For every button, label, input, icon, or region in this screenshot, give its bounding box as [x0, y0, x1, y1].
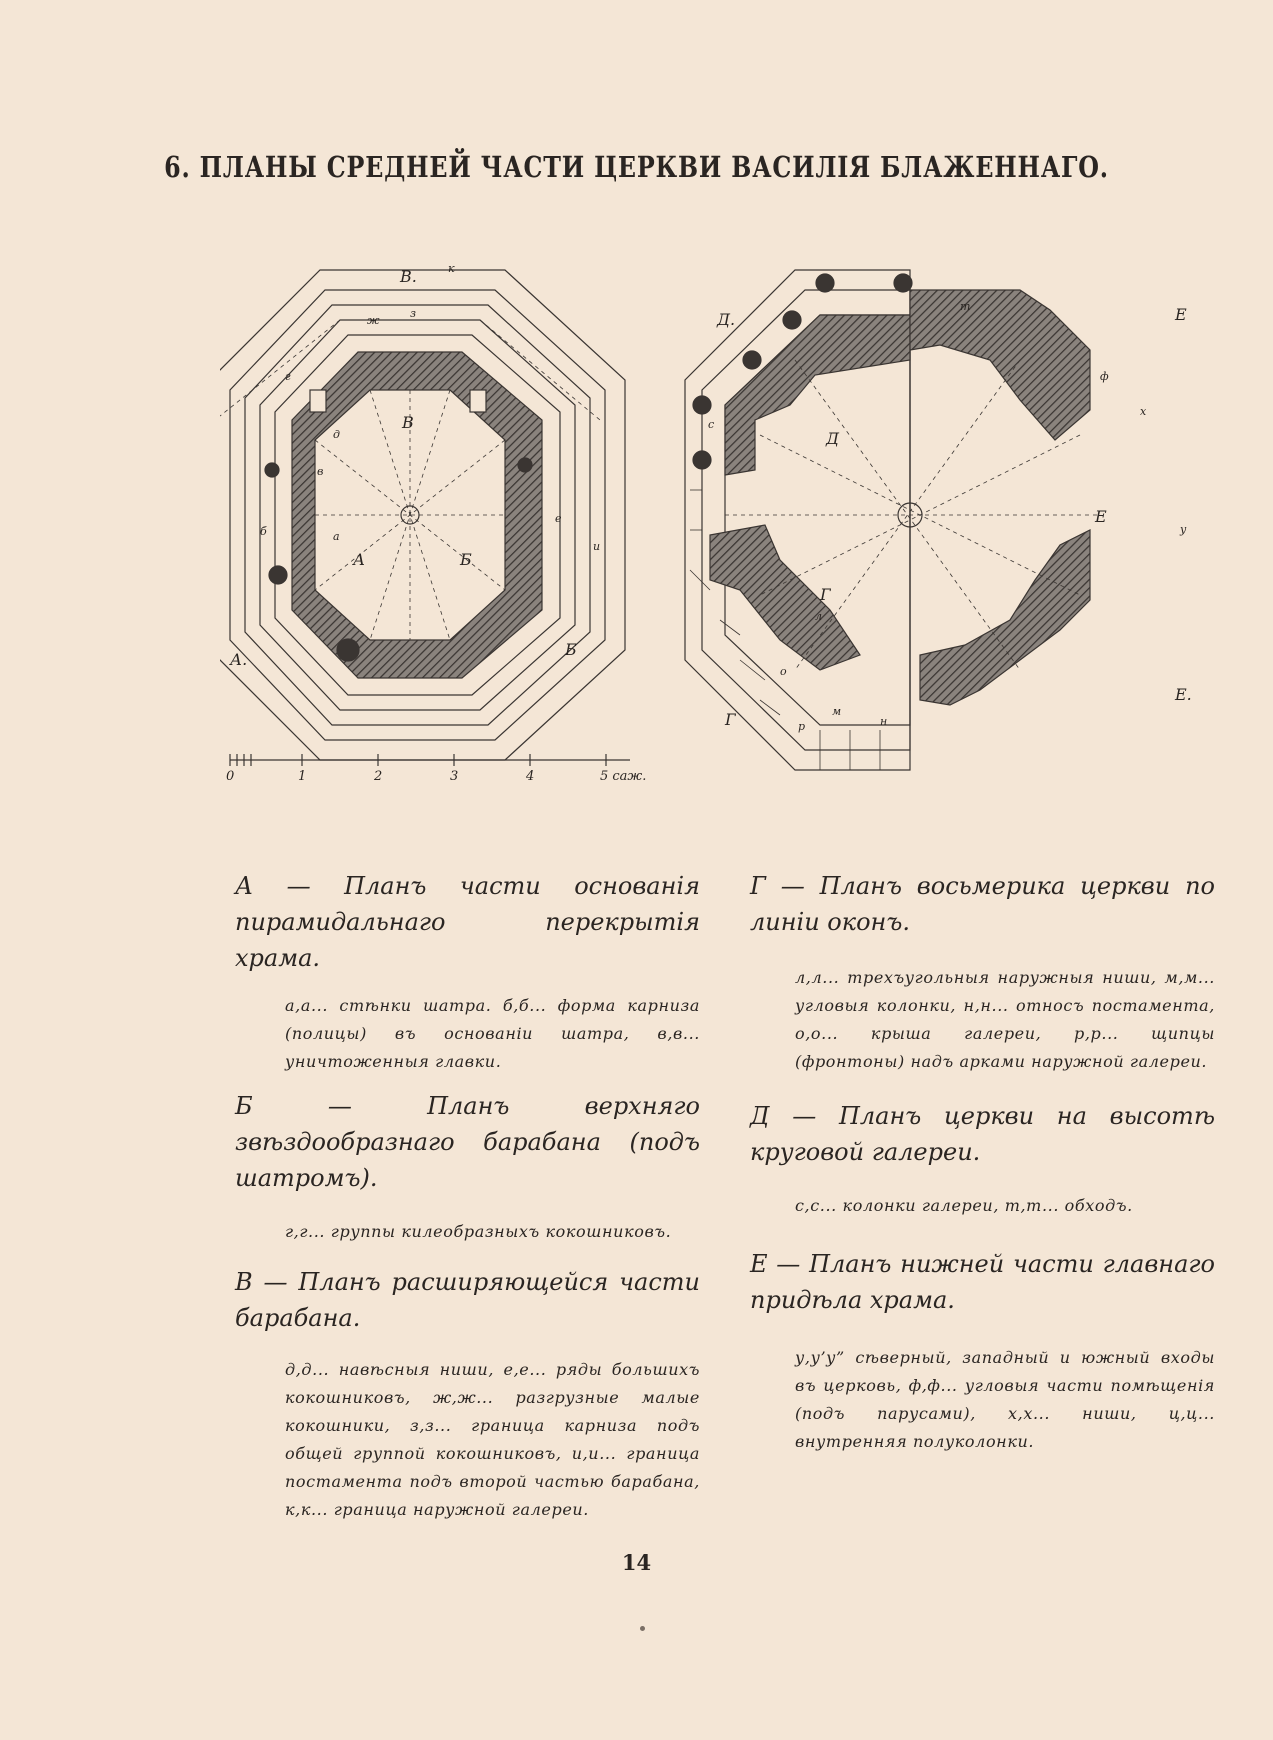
label-b: б — [260, 525, 267, 538]
scale-tick-1: 1 — [298, 769, 307, 784]
label-u: у — [1180, 523, 1187, 536]
label-D: Д. — [717, 310, 736, 329]
caption-A-heading: А — Планъ части основанія пирамидальнаго перекрытія храма. — [235, 872, 700, 972]
right-plan — [685, 270, 1100, 770]
label-E-bottom: Е. — [1175, 685, 1192, 704]
label-m: м — [832, 705, 842, 718]
caption-E-heading: Е — Планъ нижней части главнаго придѣла храма. — [750, 1250, 1215, 1314]
label-n: н — [880, 715, 888, 728]
page-title: 6. ПЛАНЫ СРЕДНЕЙ ЧАСТИ ЦЕРКВИ ВАСИЛІЯ БЛАЖЕННАГО. — [164, 150, 1109, 184]
label-v: в — [317, 465, 324, 478]
label-B-inner: Б — [460, 550, 472, 569]
caption-E-note: у,у’у” сѣверный, западный и южный входы въ церковь, ф,ф... угловыя части помѣщенія (подъ парусами), х,х... ниши, ц,ц... внутренняя полуколонки. — [795, 1348, 1215, 1451]
label-r: р — [798, 720, 806, 733]
scale-tick-0: 0 — [226, 769, 235, 784]
scale-tick-4: 4 — [526, 769, 535, 784]
captions-right-column — [750, 868, 1215, 1456]
label-D-inner: Д — [826, 429, 840, 448]
caption-B-note: г,г... группы килеобразныхъ кокошниковъ. — [285, 1222, 672, 1241]
label-t: т — [960, 300, 971, 313]
caption-G-note: л,л... трехъугольныя наружныя ниши, м,м... угловыя колонки, н,н... относъ постамента, о,о... крыша галереи, р,р... щипцы (фронтоны) надъ арками наружной галереи. — [795, 968, 1215, 1071]
label-A-inner: А — [353, 550, 366, 569]
scale-tick-2: 2 — [374, 769, 383, 784]
caption-D-note: с,с... колонки галереи, т,т... обходъ. — [795, 1196, 1133, 1215]
label-V-inner: В — [402, 413, 414, 432]
label-E-top: Е — [1175, 305, 1187, 324]
label-s: с — [708, 418, 715, 431]
label-a: а — [333, 530, 340, 543]
caption-V-note: д,д... навѣсныя ниши, е,е... ряды большихъ кокошниковъ, ж,ж... разгрузные малые кокошники, з,з... граница карниза подъ общей группой кокошниковъ, и,и... граница постамента подъ второй частью барабана, к,к... граница наружной галереи. — [285, 1360, 700, 1519]
label-G-inner: Г — [820, 585, 831, 604]
label-g: г — [285, 370, 291, 383]
label-f: ф — [1100, 370, 1109, 383]
label-x: х — [1140, 405, 1147, 418]
paper-speck — [640, 1626, 645, 1631]
label-V: В. — [400, 267, 417, 286]
caption-D-heading: Д — Планъ церкви на высотѣ круговой галереи. — [750, 1102, 1215, 1166]
caption-A-note: а,а... стѣнки шатра. б,б... форма карниза (полицы) въ основаніи шатра, в,в... уничтоженныя главки. — [285, 996, 700, 1071]
label-d: д — [333, 428, 340, 441]
page-number: 14 — [621, 1550, 652, 1575]
floor-plans-figure — [220, 260, 1220, 800]
caption-G-heading: Г — Планъ восьмерика церкви по линіи оконъ. — [750, 872, 1215, 936]
caption-B-heading: Б — Планъ верхняго звѣздообразнаго барабана (подъ шатромъ). — [235, 1092, 700, 1192]
caption-V-heading: В — Планъ расширяющейся части барабана. — [235, 1268, 700, 1332]
scale-tick-3: 3 — [450, 769, 459, 784]
label-z: з — [410, 307, 416, 320]
scale-bar — [226, 754, 646, 784]
label-k: к — [448, 262, 455, 275]
scale-unit: 5 саж. — [600, 769, 647, 784]
captions-left-column — [235, 868, 700, 1524]
label-i: и — [593, 540, 601, 553]
label-e: е — [555, 512, 562, 525]
label-l: л — [815, 610, 823, 623]
label-G: Г — [725, 710, 736, 729]
label-o: о — [780, 665, 787, 678]
label-E-inner: Е — [1095, 507, 1107, 526]
label-zh: ж — [367, 314, 380, 327]
label-B: Б — [565, 640, 577, 659]
label-A: А. — [230, 650, 248, 669]
left-plan — [220, 270, 625, 760]
